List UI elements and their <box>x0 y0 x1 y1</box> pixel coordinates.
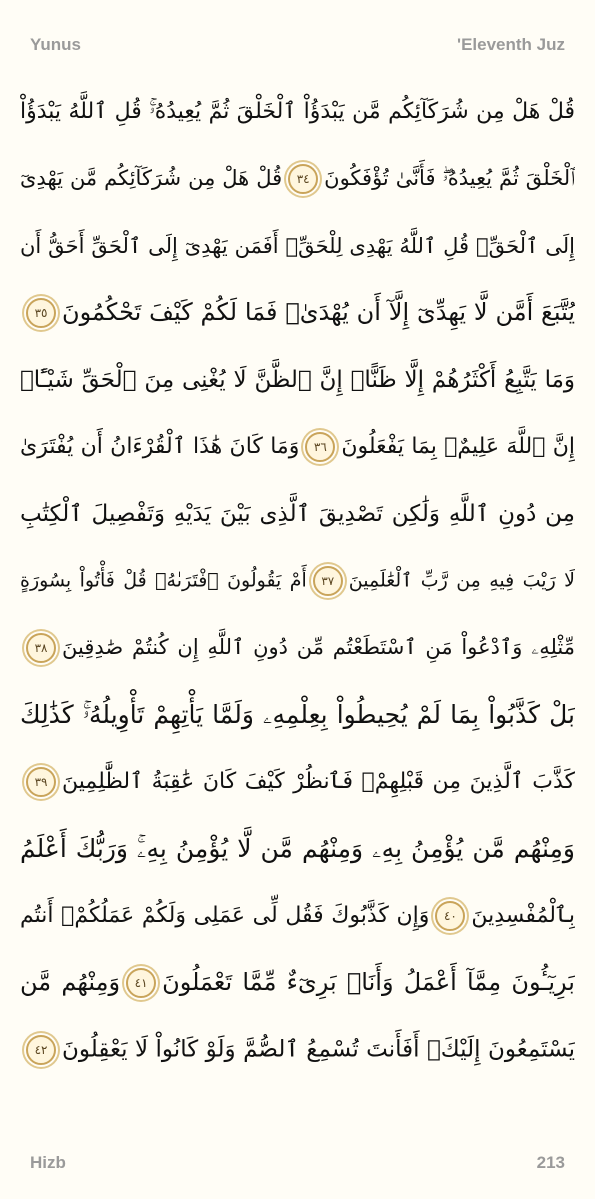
quran-text <box>20 78 575 1083</box>
line-text: بِٱلْمُفْسِدِينَ٤٠وَإِن كَذَّبُوكَ فَقُل لِّى عَمَلِى وَلَكُمْ عَمَلُكُمْۖ أَنتُم <box>20 901 575 931</box>
ayah-number-marker: ٣٥ <box>26 298 56 328</box>
line-text: إِنَّ ٱللَّهَ عَلِيمٌۢ بِمَا يَفْعَلُونَ٣٦وَمَا كَانَ هَٰذَا ٱلْقُرْءَانُ أَن يُفْتَرَىٰ <box>20 432 575 462</box>
line-text: يُتَّبَعَ أَمَّن لَّا يَهِدِّىٓ إِلَّآ أَن يُهْدَىٰۖ فَمَا لَكُمْ كَيْفَ تَحْكُمُونَ٣٥ <box>20 298 575 328</box>
text-line <box>20 1016 575 1083</box>
ayah-number-marker: ٣٧ <box>313 566 343 596</box>
line-text: بَرِيٓـُٔونَ مِمَّآ أَعْمَلُ وَأَنَا۠ بَرِىٓءٌ مِّمَّا تَعْمَلُونَ٤١وَمِنْهُم مَّن <box>20 967 575 996</box>
page-number: 213 <box>536 1153 565 1172</box>
text-line <box>20 212 575 279</box>
line-text: قُلْ هَلْ مِن شُرَكَآئِكُم مَّن يَبْدَؤُاْ ٱلْخَلْقَ ثُمَّ يُعِيدُهُۥۚ قُلِ ٱللَّهُ يَبْدَؤُاْ <box>20 99 575 124</box>
ayah-number-marker: ٣٦ <box>305 432 335 462</box>
ayah-number-marker: ٣٩ <box>26 767 56 797</box>
line-text: وَمَا يَتَّبِعُ أَكْثَرُهُمْ إِلَّا ظَنًّاۚ إِنَّ ٱلظَّنَّ لَا يُغْنِى مِنَ ٱلْحَقِّ شَيْـًٔاۚ <box>20 366 575 393</box>
text-line <box>20 145 575 212</box>
line-text: مِن دُونِ ٱللَّهِ وَلَٰكِن تَصْدِيقَ ٱلَّذِى بَيْنَ يَدَيْهِ وَتَفْصِيلَ ٱلْكِتَٰبِ <box>20 500 575 527</box>
line-text: مِّثْلِهِۦ وَٱدْعُواْ مَنِ ٱسْتَطَعْتُم مِّن دُونِ ٱللَّهِ إِن كُنتُمْ صَٰدِقِينَ٣٨ <box>20 633 575 663</box>
text-line <box>20 815 575 882</box>
ayah-number-marker: ٤٢ <box>26 1035 56 1065</box>
text-line <box>20 681 575 748</box>
text-line <box>20 413 575 480</box>
text-line <box>20 882 575 949</box>
text-line <box>20 78 575 145</box>
text-line <box>20 279 575 346</box>
text-line <box>20 346 575 413</box>
line-text: يَسْتَمِعُونَ إِلَيْكَۚ أَفَأَنتَ تُسْمِعُ ٱلصُّمَّ وَلَوْ كَانُواْ لَا يَعْقِلُونَ٤٢ <box>20 1035 575 1065</box>
ayah-number-marker: ٣٨ <box>26 633 56 663</box>
line-text: ٱلْخَلْقَ ثُمَّ يُعِيدُهُۥۖ فَأَنَّىٰ تُؤْفَكُونَ٣٤قُلْ هَلْ مِن شُرَكَآئِكُم مَّن يَهْدِىٓ <box>20 164 575 194</box>
text-line <box>20 949 575 1016</box>
line-text: لَا رَيْبَ فِيهِ مِن رَّبِّ ٱلْعَٰلَمِينَ٣٧أَمْ يَقُولُونَ ٱفْتَرَىٰهُۖ قُلْ فَأْتُواْ بِسُورَةٍ <box>20 566 575 596</box>
page-header <box>30 30 565 60</box>
text-line <box>20 547 575 614</box>
text-line <box>20 614 575 681</box>
page-footer <box>30 1148 565 1178</box>
line-text: وَمِنْهُم مَّن يُؤْمِنُ بِهِۦ وَمِنْهُم مَّن لَّا يُؤْمِنُ بِهِۦۚ وَرَبُّكَ أَعْلَمُ <box>20 833 575 863</box>
ayah-number-marker: ٤٠ <box>435 901 465 931</box>
line-text: بَلْ كَذَّبُواْ بِمَا لَمْ يُحِيطُواْ بِعِلْمِهِۦ وَلَمَّا يَأْتِهِمْ تَأْوِيلُهُۥۚ كَذَٰلِكَ <box>20 699 575 729</box>
text-line <box>20 748 575 815</box>
ayah-number-marker: ٤١ <box>126 968 156 998</box>
surah-name: Yunus <box>30 35 82 54</box>
ayah-number-marker: ٣٤ <box>288 164 318 194</box>
line-text: كَذَّبَ ٱلَّذِينَ مِن قَبْلِهِمْۖ فَٱنظُرْ كَيْفَ كَانَ عَٰقِبَةُ ٱلظَّٰلِمِينَ٣٩ <box>20 767 575 797</box>
line-text: إِلَى ٱلْحَقِّۚ قُلِ ٱللَّهُ يَهْدِى لِلْحَقِّۗ أَفَمَن يَهْدِىٓ إِلَى ٱلْحَقِّ أَحَقُّ أَن <box>20 233 575 258</box>
juz-name: 'Eleventh Juz <box>457 35 565 54</box>
text-line <box>20 480 575 547</box>
hizb-label: Hizb <box>30 1153 66 1172</box>
